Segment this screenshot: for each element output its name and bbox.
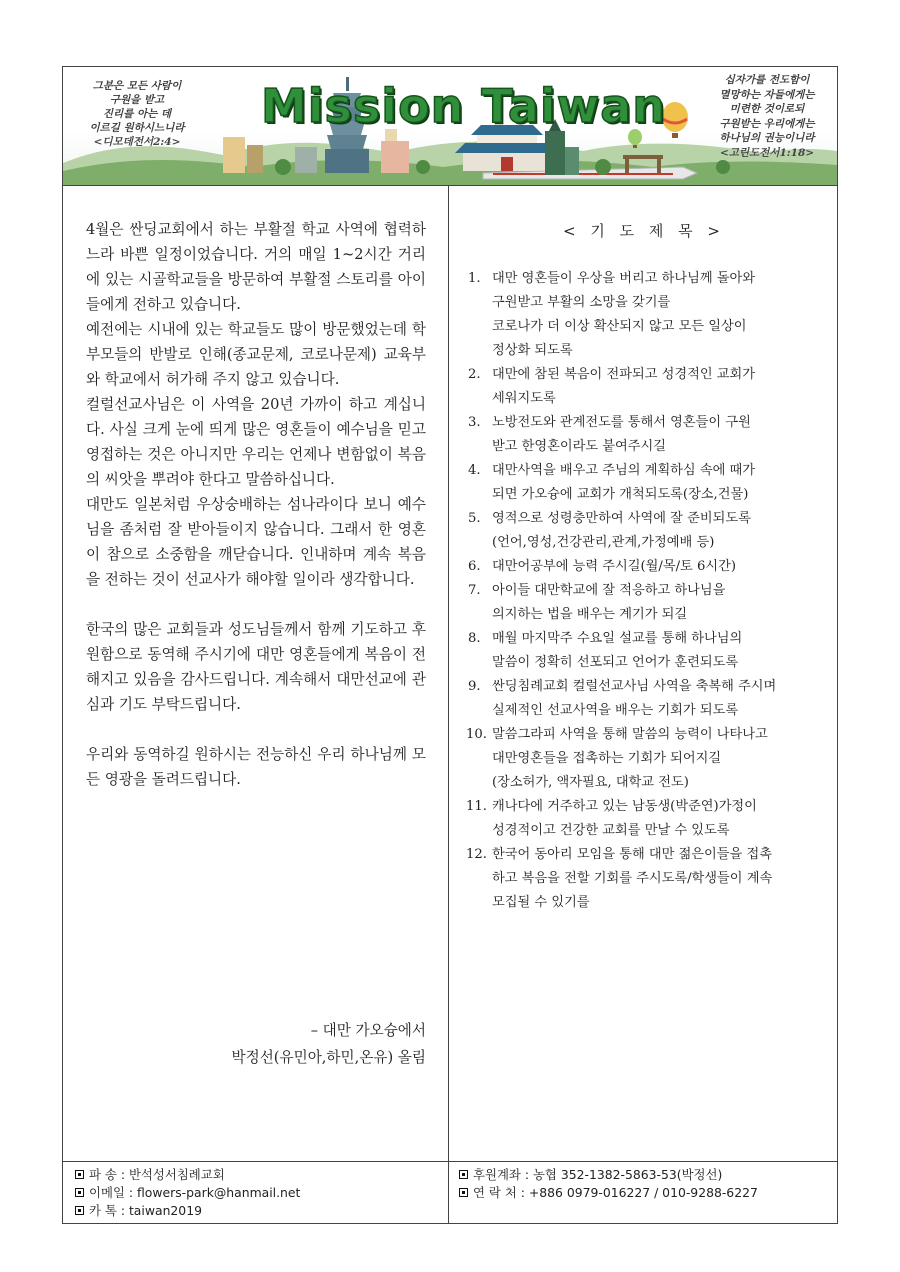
letter-paragraph: 컬럴선교사님은 이 사역을 20년 가까이 하고 계십니다. 사실 크게 눈에 띄게 많은 영혼들이 예수님을 믿고 영접하는 것은 아니지만 우리는 언제나 변함없이 복음의 씨앗을 뿌려야 한다고 말씀하십니다. <box>86 396 426 488</box>
footer-contacts-left <box>75 1166 300 1220</box>
prayer-item: 2. 대만에 참된 복음이 전파되고 성경적인 교회가 세워지도록 <box>468 367 756 406</box>
square-bullet-icon <box>75 1188 84 1197</box>
letter-paragraph: 우리와 동역하길 원하시는 전능하신 우리 하나님께 모든 영광을 돌려드립니다. <box>86 746 426 788</box>
prayer-item: 1. 대만 영혼들이 우상을 버리고 하나님께 돌아와 구원받고 부활의 소망을 갖기를 코로나가 더 이상 확산되지 않고 모든 일상이 정상화 되도록 <box>468 271 756 358</box>
prayer-item: 4. 대만사역을 배우고 주님의 계획하심 속에 때가 되면 가오슝에 교회가 개척되도록(장소,건물) <box>468 463 756 502</box>
column-divider <box>448 185 449 1223</box>
signature-name: 박정선(유민아,하민,온유) 올림 <box>231 1049 426 1066</box>
newsletter-frame <box>62 66 838 1224</box>
verse-left: 그분은 모든 사람이 구원을 받고 진리를 아는 데 이르길 원하시느니라 <디모데전서2:4> <box>89 80 185 148</box>
letter-paragraph: 한국의 많은 교회들과 성도님들께서 함께 기도하고 후원함으로 동역해 주시기에 대만 영혼들에게 복음이 전해지고 있음을 감사드립니다. 계속해서 대만선교에 관심과 기도 부탁드립니다. <box>86 621 426 713</box>
footer <box>63 1161 837 1224</box>
prayer-item: 7. 아이들 대만학교에 잘 적응하고 하나님을 의지하는 법을 배우는 계기가 되길 <box>468 583 726 622</box>
footer-row-phone: 연 락 처 : +886 0979-016227 / 010-9288-6227 <box>459 1184 758 1202</box>
square-bullet-icon <box>459 1170 468 1179</box>
page-title: Mission Taiwan <box>261 79 666 133</box>
email-link[interactable]: flowers-park@hanmail.net <box>136 1185 301 1200</box>
square-bullet-icon <box>459 1188 468 1197</box>
letter-paragraph: 대만도 일본처럼 우상숭배하는 섬나라이다 보니 예수님을 좀처럼 잘 받아들이지 않습니다. 그래서 한 영혼이 참으로 소중함을 깨닫습니다. 인내하며 계속 복음을 전하는 것이 선교사가 해야할 일이라 생각합니다. <box>86 496 426 588</box>
prayer-item: 9. 싼딩침례교회 컬럴선교사님 사역을 축복해 주시며 실제적인 선교사역을 배우는 기회가 되도록 <box>468 679 777 718</box>
footer-row-email: 이메일 : flowers-park@hanmail.net <box>75 1184 300 1202</box>
letter-body <box>86 217 426 792</box>
verse-right: 십자가를 전도함이 멸망하는 자들에게는 미련한 것이로되 구원받는 우리에게는 하나님의 권능이니라 <고린도전서1:18> <box>719 74 815 159</box>
prayer-item: 3. 노방전도와 관계전도를 통해서 영혼들이 구원 받고 한영혼이라도 붙여주시길 <box>468 415 751 454</box>
footer-divider <box>448 1162 449 1224</box>
prayer-item: 10. 말씀그라피 사역을 통해 말씀의 능력이 나타나고 대만영혼들을 접촉하는 기회가 되어지길 (장소허가, 액자필요, 대학교 전도) <box>466 727 768 790</box>
letter-paragraph: 예전에는 시내에 있는 학교들도 많이 방문했었는데 학부모들의 반발로 인해(종교문제, 코로나문제) 교육부와 학교에서 허가해 주지 않고 있습니다. <box>86 321 426 388</box>
square-bullet-icon <box>75 1170 84 1179</box>
prayer-item: 6. 대만어공부에 능력 주시길(월/목/토 6시간) <box>468 559 736 574</box>
footer-row-kakaotalk: 카 톡 : taiwan2019 <box>75 1202 300 1220</box>
header-banner <box>63 67 837 186</box>
prayer-item: 12. 한국어 동아리 모임을 통해 대만 젊은이들을 접촉 하고 복음을 전할 기회를 주시도록/학생들이 계속 모집될 수 있기를 <box>466 847 773 910</box>
footer-row-account: 후원계좌 : 농협 352-1382-5863-53(박정선) <box>459 1166 758 1184</box>
letter-paragraph: 4월은 싼딩교회에서 하는 부활절 학교 사역에 협력하느라 바쁜 일정이었습니다. 거의 매일 1~2시간 거리에 있는 시골학교들을 방문하여 부활절 스토리를 아이들에게 전하고 있습니다. <box>86 221 426 313</box>
prayer-title: < 기 도 제 목 > <box>563 222 725 240</box>
footer-row-sending-church: 파 송 : 반석성서침례교회 <box>75 1166 300 1184</box>
prayer-item: 8. 매월 마지막주 수요일 설교를 통해 하나님의 말씀이 정확히 선포되고 언어가 훈련되도록 <box>468 631 743 670</box>
prayer-list <box>468 219 820 915</box>
prayer-item: 5. 영적으로 성령충만하여 사역에 잘 준비되도록 (언어,영성,건강관리,관계,가정예배 등) <box>468 511 751 550</box>
footer-contacts-right <box>459 1166 758 1202</box>
letter-signature <box>86 1017 426 1071</box>
square-bullet-icon <box>75 1206 84 1215</box>
prayer-item: 11. 캐나다에 거주하고 있는 남동생(박준연)가정이 성경적이고 건강한 교회를 만날 수 있도록 <box>466 799 757 838</box>
signature-place: – 대만 가오슝에서 <box>310 1022 426 1039</box>
